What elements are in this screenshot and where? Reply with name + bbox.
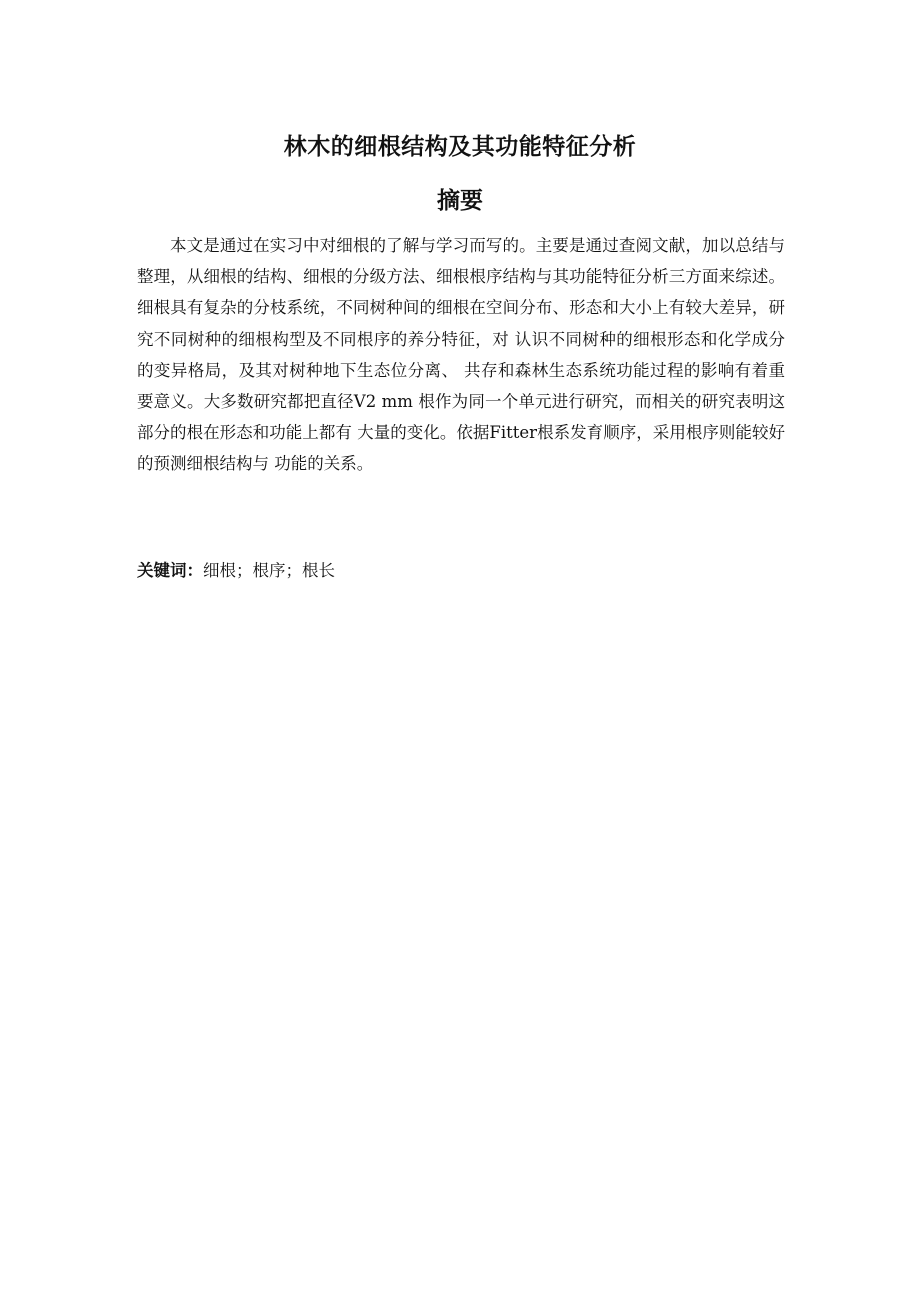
- abstract-heading: 摘要: [437, 188, 483, 214]
- keywords-label: 关键词：: [137, 561, 203, 580]
- keywords-values: 细根；根序；根长: [203, 561, 335, 580]
- abstract-paragraph: 本文是通过在实习中对细根的了解与学习而写的。主要是通过查阅文献，加以总结与整理，从细根的结构、细根的分级方法、细根根序结构与其功能特征分析三方面来综述。细根具有复杂的分枝系统，不同树种间的细根在空间分布、形态和大小上有较大差异，研究不同树种的细根构型及不同根序的养分特征，对 认识不同树种的细根形态和化学成分的变异格局，及其对树种地下生态位分离、 共存和森林生态系统功能过程的影响有着重要意义。大多数研究都把直径V2 mm 根作为同一个单元进行研究，而相关的研究表明这部分的根在形态和功能上都有 大量的变化。依据Fitter根系发育顺序，采用根序则能较好的预测细根结构与 功能的关系。: [137, 236, 785, 474]
- document-title: 林木的细根结构及其功能特征分析: [283, 134, 637, 160]
- keywords-line: [137, 555, 785, 586]
